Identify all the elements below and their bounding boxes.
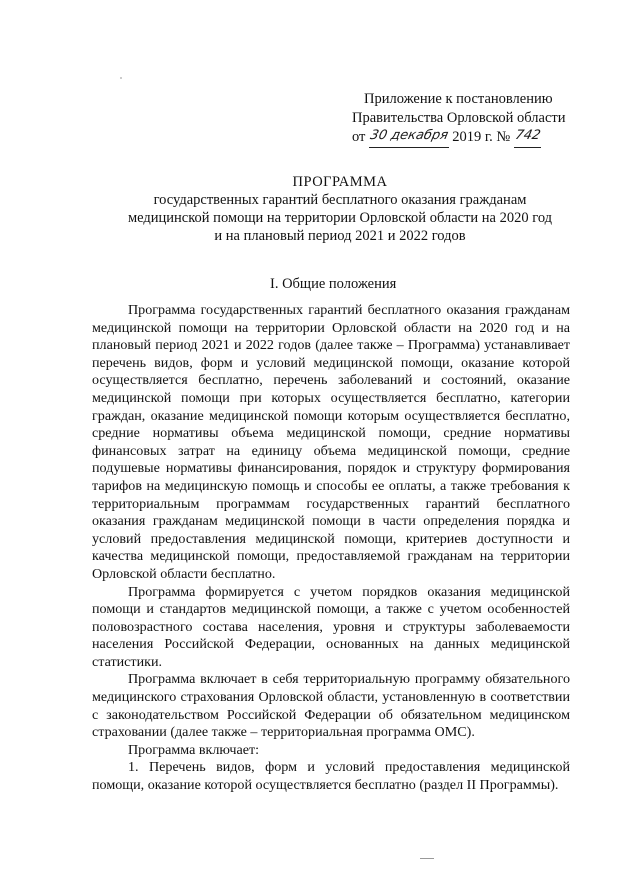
page-footer-mark (420, 858, 434, 859)
handwritten-date: 30 декабря (369, 128, 449, 148)
handwritten-number: 742 (514, 128, 541, 148)
appendix-line-1: Приложение к постановлению (364, 91, 553, 107)
title-line-2: государственных гарантий бесплатного оказания гражданам (153, 192, 527, 208)
appendix-line-2: Правительства Орловской области (352, 110, 566, 126)
title-main: ПРОГРАММА (292, 174, 388, 190)
year-and-number-label: 2019 г. № (452, 129, 511, 145)
title-line-3: медицинской помощи на территории Орловской области на 2020 год (127, 210, 553, 226)
body-text (92, 302, 570, 795)
paragraph-2: Программа формируется с учетом порядков оказания медицинской помощи и стандартов медицинской помощи, а также с учетом особенностей половозрастного состава населения, уровня и структуры заболеваемости населения Российской Федерации, основанных на данных медицинской статистики. (92, 583, 570, 670)
document-title (80, 173, 600, 245)
paragraph-5: 1. Перечень видов, форм и условий предоставления медицинской помощи, оказание которой осуществляется бесплатно (раздел II Программы). (92, 759, 570, 794)
section-heading: I. Общие положения (270, 276, 397, 292)
appendix-header (352, 90, 566, 148)
scan-speck (120, 77, 122, 79)
paragraph-1: Программа государственных гарантий бесплатного оказания гражданам медицинской помощи на территории Орловской области на 2020 год и на плановый период 2021 и 2022 годов (далее также – Программа) устанавливает перечень видов, форм и условий медицинской помощи, оказание которой осуществляется бесплатно, перечень заболеваний и состояний, оказание медицинской помощи при которых осуществляется бесплатно, категории граждан, оказание медицинской помощи которым осуществляется бесплатно, средние нормативы объема медицинской помощи, средние нормативы финансовых затрат на единицу объема медицинской помощи, средние подушевые нормативы финансирования, порядок и структуру формирования тарифов на медицинскую помощь и способы ее оплаты, а также требования к территориальным программам государственных гарантий бесплатного оказания гражданам медицинской помощи в части определения порядка и условий предоставления медицинской помощи, критериев доступности и качества медицинской помощи, предоставляемой гражданам на территории Орловской области бесплатно. (92, 302, 570, 582)
paragraph-3: Программа включает в себя территориальную программу обязательного медицинского страхования Орловской области, установленную в соответствии с законодательством Российской Федерации об обязательном медицинском страховании (далее также – территориальная программа ОМС). (92, 671, 570, 741)
appendix-line-3 (352, 128, 566, 148)
date-prefix: от (352, 129, 366, 145)
title-line-4: и на плановый период 2021 и 2022 годов (214, 228, 466, 244)
paragraph-4: Программа включает: (128, 741, 260, 758)
